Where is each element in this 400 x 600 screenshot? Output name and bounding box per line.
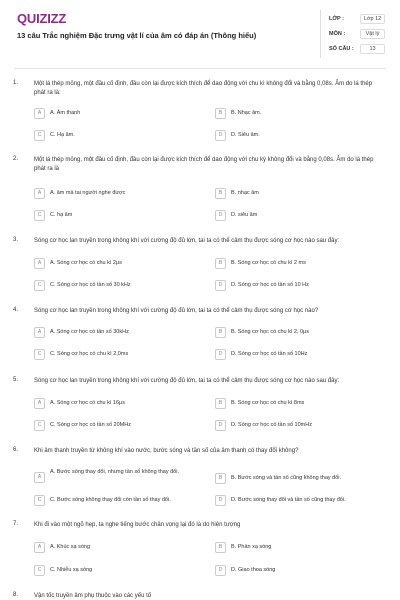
option-text: D. siêu âm xyxy=(231,212,258,218)
meta-count-value: 13 xyxy=(360,44,385,54)
meta-grade xyxy=(329,14,387,25)
question-number: 6. xyxy=(13,447,19,453)
option-letter-box: C xyxy=(34,565,45,576)
option-text: C. Bước sóng không thay đổi còn tần số thay đổi. xyxy=(50,497,171,503)
option-letter-box: A xyxy=(34,258,45,269)
question-text: Vận tốc truyền âm phụ thuộc vào các yếu tố xyxy=(34,593,152,599)
option-text: B. Nhạc âm. xyxy=(231,110,262,116)
option-text: B. Sóng cơ học có chu kì 2 ms xyxy=(231,260,306,266)
option-d[interactable] xyxy=(215,279,385,292)
option-d[interactable] xyxy=(215,209,385,222)
option-letter-box: B xyxy=(215,542,226,553)
option-text: A. Âm thanh xyxy=(50,110,81,116)
option-b[interactable] xyxy=(215,257,385,270)
meta-count xyxy=(329,44,387,55)
option-text: C. hạ âm xyxy=(50,212,73,218)
meta-grade-label: LỚP : xyxy=(329,16,344,22)
option-letter-box: C xyxy=(34,130,45,141)
question-number: 8. xyxy=(13,592,19,598)
option-letter-box: A xyxy=(34,327,45,338)
option-letter-box: C xyxy=(34,349,45,360)
option-c[interactable] xyxy=(34,129,194,142)
question-text: Khi đi vào một ngõ hẹp, ta nghe tiếng bước chân vọng lại đó là do hiện tượng xyxy=(34,522,241,528)
meta-subject-label: MÔN : xyxy=(329,31,346,37)
option-c[interactable] xyxy=(34,564,194,577)
option-text: A. Khúc xạ sóng xyxy=(50,544,91,550)
option-b[interactable] xyxy=(215,472,385,485)
question-text: Sóng cơ học lan truyền trong không khí với cường độ đủ lớn, tai ta có thể cảm thụ được sóng cơ học nào? xyxy=(34,308,319,314)
option-c[interactable] xyxy=(34,279,194,292)
question-text: Một lá thép mỏng, một đầu cố định, đầu còn lại được kích thích để dao động với chu kỳ không đổi và bằng 0,08s. Âm do lá thép phát ra là xyxy=(34,157,374,172)
option-a[interactable] xyxy=(34,257,194,270)
option-d[interactable] xyxy=(215,348,385,361)
meta-subject-value: Vật lý xyxy=(360,29,385,39)
option-c[interactable] xyxy=(34,348,194,361)
option-c[interactable] xyxy=(34,209,194,222)
option-letter-box: A xyxy=(34,542,45,553)
option-text: C. Sóng cơ học có chu kì 2,0ms xyxy=(50,351,129,357)
option-letter-box: D xyxy=(215,210,226,221)
option-text: C. Hạ âm. xyxy=(50,132,75,138)
option-letter-box: D xyxy=(215,420,226,431)
option-a[interactable] xyxy=(34,397,194,410)
option-text: D. Bước sóng thay đổi và tần số cũng thay đổi. xyxy=(231,497,346,503)
option-letter-box: D xyxy=(215,280,226,291)
option-b[interactable] xyxy=(215,107,385,120)
option-letter-box: C xyxy=(34,210,45,221)
option-letter-box: A xyxy=(34,472,45,483)
option-letter-box: B xyxy=(215,473,226,484)
page-title: 13 câu Trắc nghiệm Đặc trưng vật lí của âm có đáp án (Thông hiểu) xyxy=(17,31,257,40)
option-a[interactable] xyxy=(34,187,194,200)
question-text: Sóng cơ học lan truyền trong không khí với cường độ đủ lớn, tai ta có thể cảm thụ được sóng cơ học nào sau đây: xyxy=(34,238,340,244)
header-divider xyxy=(320,10,321,58)
option-letter-box: D xyxy=(215,130,226,141)
option-letter-box: B xyxy=(215,188,226,199)
option-text: B. nhạc âm xyxy=(231,190,259,196)
option-d[interactable] xyxy=(215,129,385,142)
option-letter-box: B xyxy=(215,398,226,409)
option-letter-box: D xyxy=(215,495,226,506)
option-a[interactable] xyxy=(34,326,194,339)
option-a[interactable] xyxy=(34,469,194,485)
option-text: D. Giao thoa sóng xyxy=(231,567,276,573)
option-text: D. Sóng cơ học có tần số 10mHz xyxy=(231,422,312,428)
option-a[interactable] xyxy=(34,541,194,554)
option-letter-box: D xyxy=(215,565,226,576)
option-c[interactable] xyxy=(34,494,212,507)
question-text: Khi âm thanh truyền từ không khí vào nước, bước sóng và tần số của âm thanh có thay đổi không? xyxy=(34,448,299,454)
option-text: B. Bước sóng và tần số cũng không thay đổi. xyxy=(231,475,342,481)
option-text: A. Sóng cơ học có tần số 30kHz xyxy=(50,329,129,335)
question-number: 2. xyxy=(13,156,19,162)
option-text: A. Bước sóng thay đổi, nhưng tần số không thay đổi. xyxy=(50,469,179,475)
question-text: Một lá thép mỏng, một đầu cố định, đầu còn lại được kích thích để dao động với chu kì không đổi và bằng 0,08s. Âm do lá thép phát ra là: xyxy=(34,81,373,96)
meta-subject xyxy=(329,29,387,40)
header-rule xyxy=(14,68,386,69)
worksheet-header xyxy=(0,0,400,66)
option-d[interactable] xyxy=(215,419,385,432)
option-c[interactable] xyxy=(34,419,194,432)
option-b[interactable] xyxy=(215,541,385,554)
option-letter-box: B xyxy=(215,258,226,269)
option-text: D. Sóng cơ học có tần số 10Hz xyxy=(231,351,308,357)
question-number: 7. xyxy=(13,521,19,527)
option-letter-box: C xyxy=(34,420,45,431)
question-number: 1. xyxy=(13,80,19,86)
option-d[interactable] xyxy=(215,494,390,507)
option-letter-box: B xyxy=(215,108,226,119)
option-text: B. Sóng cơ học có chu kì 8ms xyxy=(231,400,305,406)
option-text: B. Sóng cơ học có chu kì 2, 0μs xyxy=(231,329,310,335)
question-text: Sóng cơ học lan truyền trong không khí với cường độ đủ lớn, tai ta có thể cảm thụ được sóng cơ học nào sau đây: xyxy=(34,378,340,384)
option-letter-box: A xyxy=(34,108,45,119)
option-text: C. Nhiễu xạ sóng xyxy=(50,567,93,573)
option-text: D. Sóng cơ học có tần số 10 Hz xyxy=(231,282,309,288)
option-text: C. Sóng cơ học có tần số 20MHz xyxy=(50,422,131,428)
option-d[interactable] xyxy=(215,564,385,577)
option-a[interactable] xyxy=(34,107,194,120)
option-text: A. Sóng cơ học có chu kì 16μs xyxy=(50,400,125,406)
option-b[interactable] xyxy=(215,397,385,410)
question-number: 3. xyxy=(13,237,19,243)
option-text: D. Siêu âm. xyxy=(231,132,260,138)
option-text: A. Sóng cơ học có chu kì 2μs xyxy=(50,260,122,266)
option-letter-box: D xyxy=(215,349,226,360)
option-text: C. Sóng cơ học có tần số 30 kHz xyxy=(50,282,131,288)
option-text: A. âm mà tai người nghe được xyxy=(50,190,126,196)
option-b[interactable] xyxy=(215,326,385,339)
option-text: B. Phản xạ sóng xyxy=(231,544,272,550)
question-number: 4. xyxy=(13,307,19,313)
option-b[interactable] xyxy=(215,187,385,200)
meta-grade-value: Lớp 12 xyxy=(360,14,385,24)
meta-count-label: SỐ CÂU : xyxy=(329,46,354,52)
option-letter-box: C xyxy=(34,280,45,291)
option-letter-box: B xyxy=(215,327,226,338)
option-letter-box: A xyxy=(34,188,45,199)
option-letter-box: A xyxy=(34,398,45,409)
question-number: 5. xyxy=(13,377,19,383)
option-letter-box: C xyxy=(34,495,45,506)
quizizz-logo[interactable]: QUIZIZZ xyxy=(17,11,67,26)
